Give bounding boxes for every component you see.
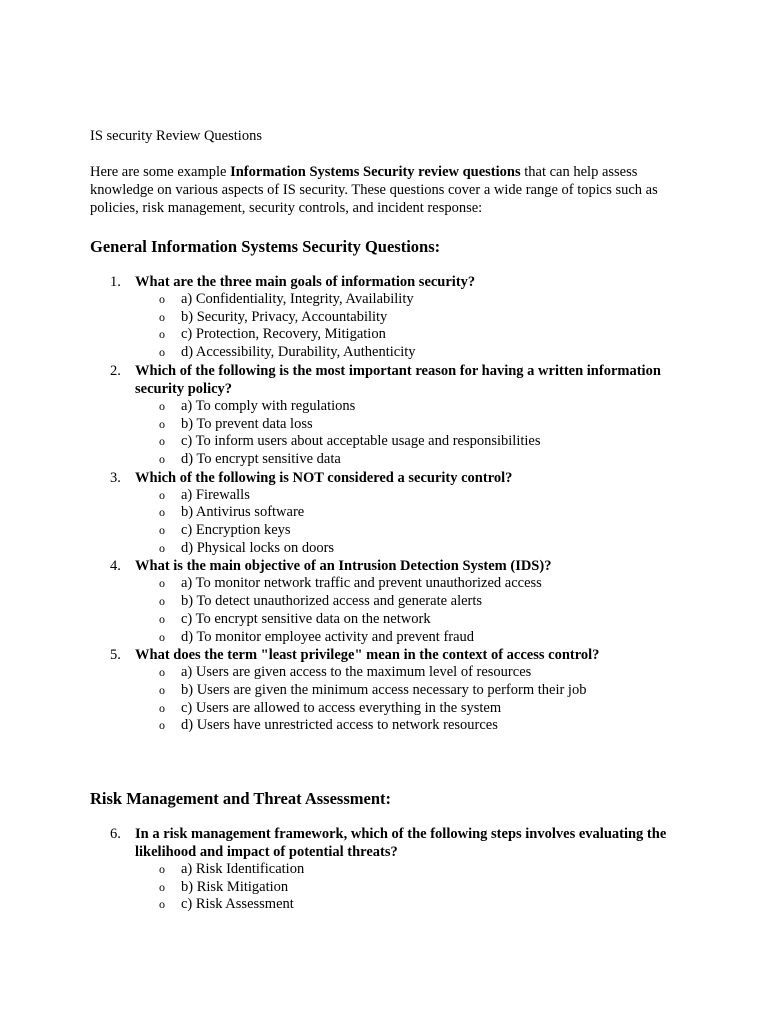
answer-options — [135, 398, 690, 469]
answer-option-text: b) Users are given the minimum access necessary to perform their job — [181, 681, 587, 698]
intro-bold-phrase: Information Systems Security review questions — [230, 164, 521, 180]
answer-option-text: c) Protection, Recovery, Mitigation — [181, 326, 386, 343]
answer-option-text: a) Risk Identification — [181, 861, 305, 878]
answer-options — [135, 575, 690, 646]
question-item — [90, 646, 690, 735]
answer-option — [135, 896, 690, 914]
circle-bullet-icon: o — [159, 576, 165, 591]
section-heading: General Information Systems Security Questions: — [90, 237, 441, 256]
intro-text-start: Here are some example — [90, 164, 231, 180]
circle-bullet-icon: o — [159, 416, 165, 431]
question-number: 3. — [110, 469, 121, 486]
question-text: Which of the following is NOT considered a security control? — [135, 469, 513, 486]
intro-text-end: that can help assess knowledge on various aspects of IS security. These questions cover a wide range of topics such as policies, risk management, security controls, and incident response: — [90, 164, 658, 216]
document-title: IS security Review Questions — [90, 128, 262, 144]
circle-bullet-icon: o — [159, 879, 165, 894]
section-heading: Risk Management and Threat Assessment: — [90, 789, 391, 809]
answer-options — [135, 861, 690, 914]
circle-bullet-icon: o — [159, 451, 165, 466]
circle-bullet-icon: o — [159, 327, 165, 342]
answer-option — [135, 593, 690, 611]
answer-option-text: c) Encryption keys — [181, 522, 291, 539]
answer-option-text: b) Security, Privacy, Accountability — [181, 308, 388, 325]
answer-option — [135, 629, 690, 647]
circle-bullet-icon: o — [159, 505, 165, 520]
answer-option — [135, 504, 690, 522]
document-page — [90, 127, 690, 914]
circle-bullet-icon: o — [159, 718, 165, 733]
answer-option — [135, 700, 690, 718]
question-text: What does the term "least privilege" mean in the context of access control? — [135, 647, 600, 664]
circle-bullet-icon: o — [159, 897, 165, 912]
answer-option-text: b) To prevent data loss — [181, 415, 313, 432]
answer-option-text: c) Users are allowed to access everything in the system — [181, 699, 502, 716]
answer-option — [135, 487, 690, 505]
answer-option — [135, 540, 690, 558]
answer-option-text: d) Users have unrestricted access to network resources — [181, 717, 498, 734]
circle-bullet-icon: o — [159, 345, 165, 360]
circle-bullet-icon: o — [159, 292, 165, 306]
circle-bullet-icon: o — [159, 700, 165, 715]
answer-option — [135, 611, 690, 629]
answer-option-text: d) Physical locks on doors — [181, 539, 335, 556]
circle-bullet-icon: o — [159, 398, 165, 413]
answer-option — [135, 433, 690, 451]
answer-option-text: a) Users are given access to the maximum level of resources — [181, 664, 532, 681]
circle-bullet-icon: o — [159, 682, 165, 697]
answer-option — [135, 717, 690, 735]
question-item — [90, 825, 690, 914]
answer-option-text: c) To encrypt sensitive data on the network — [181, 610, 431, 627]
circle-bullet-icon: o — [159, 309, 165, 324]
question-item — [90, 273, 690, 362]
question-item — [90, 362, 690, 469]
answer-options — [135, 291, 690, 362]
circle-bullet-icon: o — [159, 434, 165, 449]
answer-option-text: b) Antivirus software — [181, 504, 305, 521]
answer-option-text: d) To encrypt sensitive data — [181, 450, 341, 467]
answer-option-text: a) To monitor network traffic and prevent unauthorized access — [181, 575, 542, 592]
answer-option — [135, 664, 690, 682]
answer-option-text: a) Firewalls — [181, 486, 250, 503]
answer-option — [135, 398, 690, 416]
question-number: 5. — [110, 647, 121, 664]
answer-option — [135, 309, 690, 327]
answer-option — [135, 879, 690, 897]
question-number: 4. — [110, 558, 121, 575]
circle-bullet-icon: o — [159, 665, 165, 680]
answer-option — [135, 291, 690, 309]
answer-option-text: b) Risk Mitigation — [181, 878, 289, 895]
circle-bullet-icon: o — [159, 540, 165, 555]
answer-option — [135, 575, 690, 593]
intro-paragraph — [90, 163, 690, 217]
answer-options — [135, 487, 690, 558]
sections-container — [90, 237, 690, 914]
answer-option — [135, 682, 690, 700]
answer-option-text: b) To detect unauthorized access and generate alerts — [181, 593, 483, 610]
question-text: What are the three main goals of information security? — [135, 274, 476, 290]
circle-bullet-icon: o — [159, 523, 165, 538]
answer-option — [135, 451, 690, 469]
question-item — [90, 469, 690, 558]
answer-option-text: d) Accessibility, Durability, Authenticity — [181, 344, 416, 361]
circle-bullet-icon: o — [159, 629, 165, 644]
answer-options — [135, 664, 690, 735]
answer-option — [135, 344, 690, 362]
question-list — [90, 273, 690, 735]
answer-option — [135, 416, 690, 434]
question-text: What is the main objective of an Intrusion Detection System (IDS)? — [135, 558, 552, 575]
answer-option-text: c) To inform users about acceptable usage and responsibilities — [181, 433, 541, 450]
circle-bullet-icon: o — [159, 611, 165, 626]
answer-option-text: a) Confidentiality, Integrity, Availability — [181, 291, 414, 307]
circle-bullet-icon: o — [159, 862, 165, 877]
question-number: 6. — [110, 826, 121, 843]
answer-option-text: a) To comply with regulations — [181, 397, 356, 414]
answer-option — [135, 522, 690, 540]
answer-option — [135, 326, 690, 344]
answer-option — [135, 861, 690, 879]
question-number: 2. — [110, 362, 121, 379]
question-number: 1. — [110, 274, 121, 290]
question-text: Which of the following is the most important reason for having a written information security policy? — [135, 362, 661, 397]
question-list — [90, 825, 690, 914]
answer-option-text: c) Risk Assessment — [181, 896, 294, 913]
answer-option-text: d) To monitor employee activity and prevent fraud — [181, 628, 475, 645]
question-item — [90, 557, 690, 646]
question-text: In a risk management framework, which of the following steps involves evaluating the likelihood and impact of potential threats? — [135, 826, 667, 861]
circle-bullet-icon: o — [159, 594, 165, 609]
circle-bullet-icon: o — [159, 487, 165, 502]
